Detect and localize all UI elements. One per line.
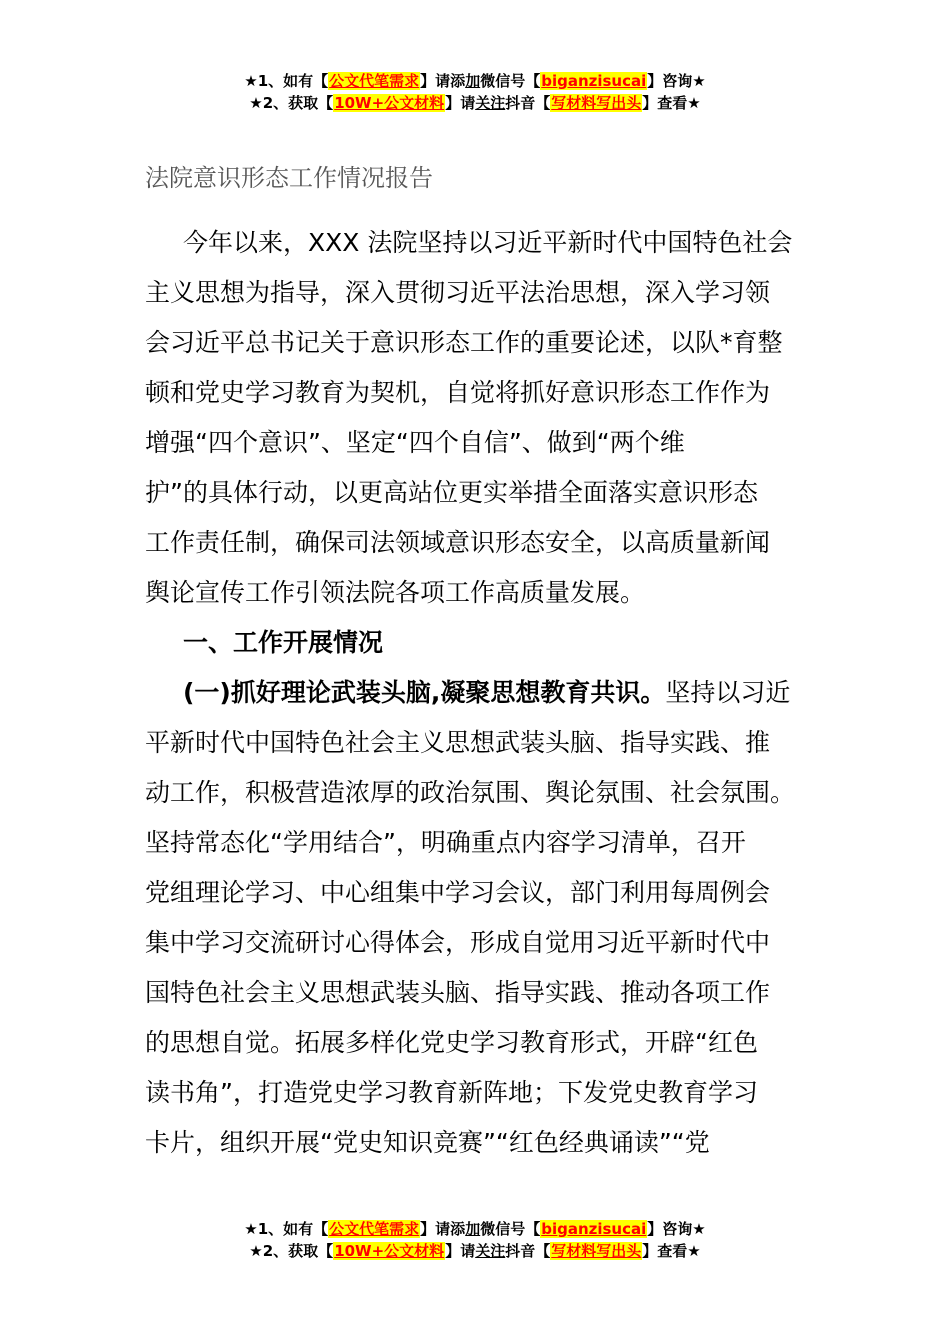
promo-text: 】咨询★ bbox=[647, 1220, 706, 1238]
promo-text: 】请 bbox=[445, 1242, 476, 1260]
paragraph-line: 主义思想为指导，深入贯彻习近平法治思想，深入学习领 bbox=[145, 278, 771, 307]
promo-text: 微信号【 bbox=[480, 1220, 541, 1238]
paragraph-line: 的思想自觉。拓展多样化党史学习教育形式，开辟“红色 bbox=[145, 1028, 758, 1057]
promo-text: 】请添 bbox=[420, 72, 466, 90]
paragraph-line: 国特色社会主义思想武装头脑、指导实践、推动各项工作 bbox=[145, 978, 771, 1007]
paragraph-line: 舆论宣传工作引领法院各项工作高质量发展。 bbox=[145, 578, 646, 607]
promo-text: 微信号【 bbox=[480, 72, 541, 90]
promo-text: 】查看★ bbox=[642, 94, 701, 112]
section-heading: 一、工作开展情况 bbox=[183, 628, 384, 657]
promo-text: ★2、获取【 bbox=[249, 94, 334, 112]
promo-line-2 bbox=[0, 1240, 950, 1262]
promo-text: ★2、获取【 bbox=[249, 1242, 334, 1260]
paragraph-line: 护”的具体行动，以更高站位更实举措全面落实意识形态 bbox=[145, 478, 758, 507]
paragraph-line: 动工作，积极营造浓厚的政治氛围、舆论氛围、社会氛围。 bbox=[145, 778, 796, 807]
promo-highlight: 公文代笔需求 bbox=[329, 72, 420, 90]
section-first-line bbox=[145, 668, 810, 718]
promo-line-1 bbox=[0, 70, 950, 92]
paragraph-line: 会习近平总书记关于意识形态工作的重要论述，以队*育整 bbox=[145, 328, 783, 357]
paragraph-line: 平新时代中国特色社会主义思想武装头脑、指导实践、推 bbox=[145, 728, 771, 757]
paragraph-line: 今年以来，XXX 法院坚持以习近平新时代中国特色社会 bbox=[183, 228, 793, 257]
promo-highlight: 写材料写出头 bbox=[551, 94, 642, 112]
paragraph-line: 顿和党史学习教育为契机，自觉将抓好意识形态工作作为 bbox=[145, 378, 771, 407]
promo-highlight: 10W+公文材料 bbox=[334, 94, 445, 112]
promo-text: 】请添 bbox=[420, 1220, 466, 1238]
promo-text: 抖音【 bbox=[505, 94, 551, 112]
paragraph-line: 集中学习交流研讨心得体会，形成自觉用习近平新时代中 bbox=[145, 928, 771, 957]
document-title: 法院意识形态工作情况报告 bbox=[145, 164, 433, 192]
promo-text: 】请 bbox=[445, 94, 476, 112]
promo-highlight: 10W+公文材料 bbox=[334, 1242, 445, 1260]
paragraph-line: 读书角”，打造党史学习教育新阵地；下发党史教育学习 bbox=[145, 1078, 758, 1107]
promo-highlight: 公文代笔需求 bbox=[329, 1220, 420, 1238]
promo-line-2 bbox=[0, 92, 950, 114]
paragraph-line: 坚持常态化“学用结合”，明确重点内容学习清单，召开 bbox=[145, 828, 746, 857]
promo-highlight: biganzisucai bbox=[541, 1220, 647, 1238]
bottom-promo-banner bbox=[0, 1218, 950, 1262]
paragraph-text: 坚持以习近 bbox=[665, 678, 791, 707]
promo-highlight: biganzisucai bbox=[541, 72, 647, 90]
paragraph-line: 工作责任制，确保司法领域意识形态安全，以高质量新闻 bbox=[145, 528, 771, 557]
promo-text: ★1、如有【 bbox=[244, 72, 329, 90]
promo-line-1 bbox=[0, 1218, 950, 1240]
promo-text: ★1、如有【 bbox=[244, 1220, 329, 1238]
promo-text: 关注 bbox=[475, 94, 506, 112]
promo-text: 】查看★ bbox=[642, 1242, 701, 1260]
document-body bbox=[145, 218, 810, 1168]
promo-text: 加 bbox=[465, 1220, 481, 1238]
promo-text: 】咨询★ bbox=[647, 72, 706, 90]
paragraph-line: 增强“四个意识”、坚定“四个自信”、做到“两个维 bbox=[145, 428, 685, 457]
paragraph-line: 党组理论学习、中心组集中学习会议，部门利用每周例会 bbox=[145, 878, 771, 907]
promo-text: 关注 bbox=[475, 1242, 506, 1260]
promo-text: 加 bbox=[465, 72, 481, 90]
promo-text: 抖音【 bbox=[505, 1242, 551, 1260]
subsection-title: (一)抓好理论武装头脑,凝聚思想教育共识。 bbox=[183, 678, 666, 707]
promo-highlight: 写材料写出头 bbox=[551, 1242, 642, 1260]
paragraph-line: 卡片，组织开展“党史知识竞赛”“红色经典诵读”“党 bbox=[145, 1128, 710, 1157]
top-promo-banner bbox=[0, 70, 950, 114]
